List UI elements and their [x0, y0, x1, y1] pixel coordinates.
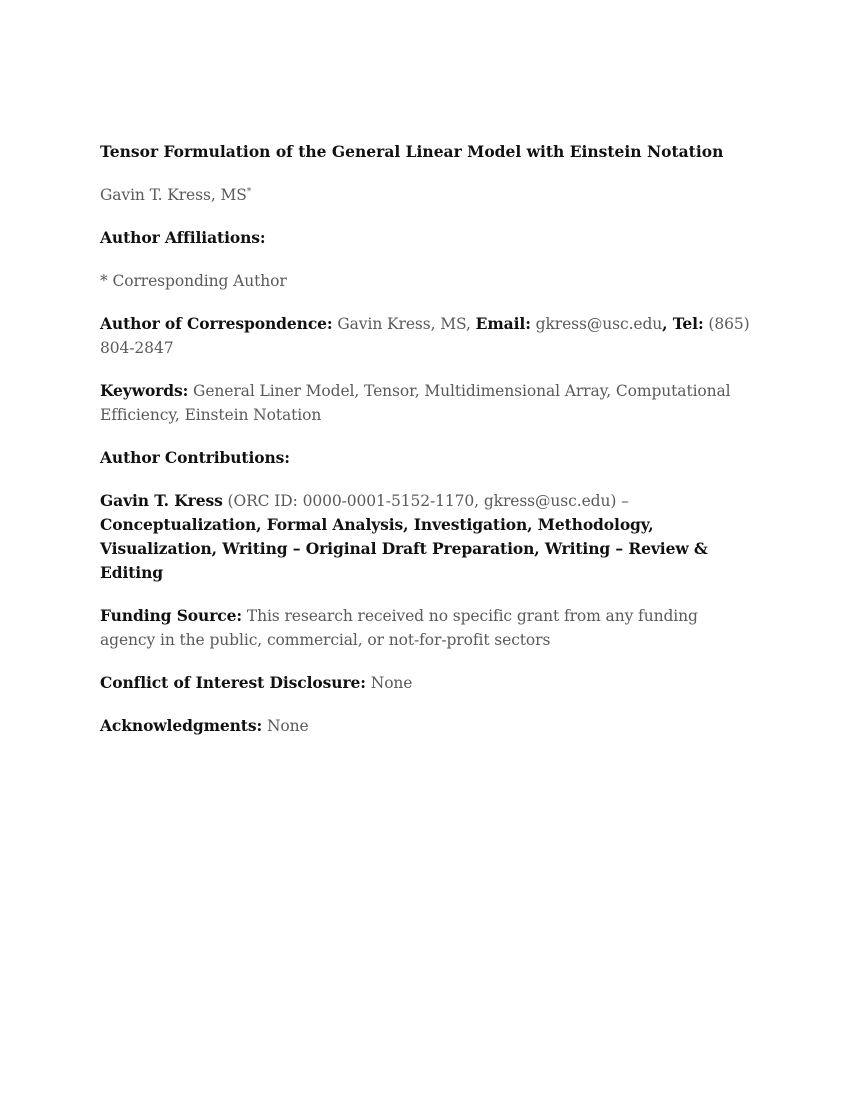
manuscript-title-page — [100, 140, 750, 757]
conflict-line — [100, 671, 750, 695]
tel-value: (865) 804-2847 — [100, 315, 750, 357]
keywords-line — [100, 379, 750, 427]
contributor-ids: (ORC ID: 0000-0001-5152-1170, gkress@usc.edu) – — [222, 492, 629, 510]
keywords-label: Keywords: — [100, 381, 189, 400]
acknowledgments-label: Acknowledgments: — [100, 716, 263, 735]
author-line — [100, 183, 750, 207]
author-name: Gavin T. Kress, MS — [100, 186, 247, 204]
contributor-name: Gavin T. Kress — [100, 491, 223, 510]
corresponding-marker: * — [246, 186, 252, 197]
correspondence-line — [100, 312, 750, 360]
corresponding-author-note: * Corresponding Author — [100, 272, 287, 290]
correspondence-name: Gavin Kress, MS, — [332, 315, 476, 333]
acknowledgments-line — [100, 714, 750, 738]
acknowledgments-text: None — [262, 717, 309, 735]
contributions-line — [100, 489, 750, 585]
funding-line — [100, 604, 750, 652]
funding-text: This research received no specific grant from any funding agency in the public, commercial, or not-for-profit sectors — [100, 607, 698, 649]
email-label: Email: — [475, 314, 531, 333]
tel-label: , Tel: — [662, 314, 704, 333]
funding-label: Funding Source: — [100, 606, 242, 625]
conflict-text: None — [365, 674, 413, 692]
contributions-heading: Author Contributions: — [100, 448, 290, 467]
affiliations-heading: Author Affiliations: — [100, 228, 266, 247]
keywords-text: General Liner Model, Tensor, Multidimensional Array, Computational Efficiency, Einstein Notation — [100, 382, 731, 424]
contributor-roles: Conceptualization, Formal Analysis, Investigation, Methodology, Visualization, Writing – Original Draft Preparation, Writing – Review & Editing — [100, 515, 708, 582]
email-value: gkress@usc.edu — [530, 315, 663, 333]
conflict-label: Conflict of Interest Disclosure: — [100, 673, 366, 692]
correspondence-label: Author of Correspondence: — [100, 314, 333, 333]
paper-title: Tensor Formulation of the General Linear Model with Einstein Notation — [100, 142, 724, 161]
